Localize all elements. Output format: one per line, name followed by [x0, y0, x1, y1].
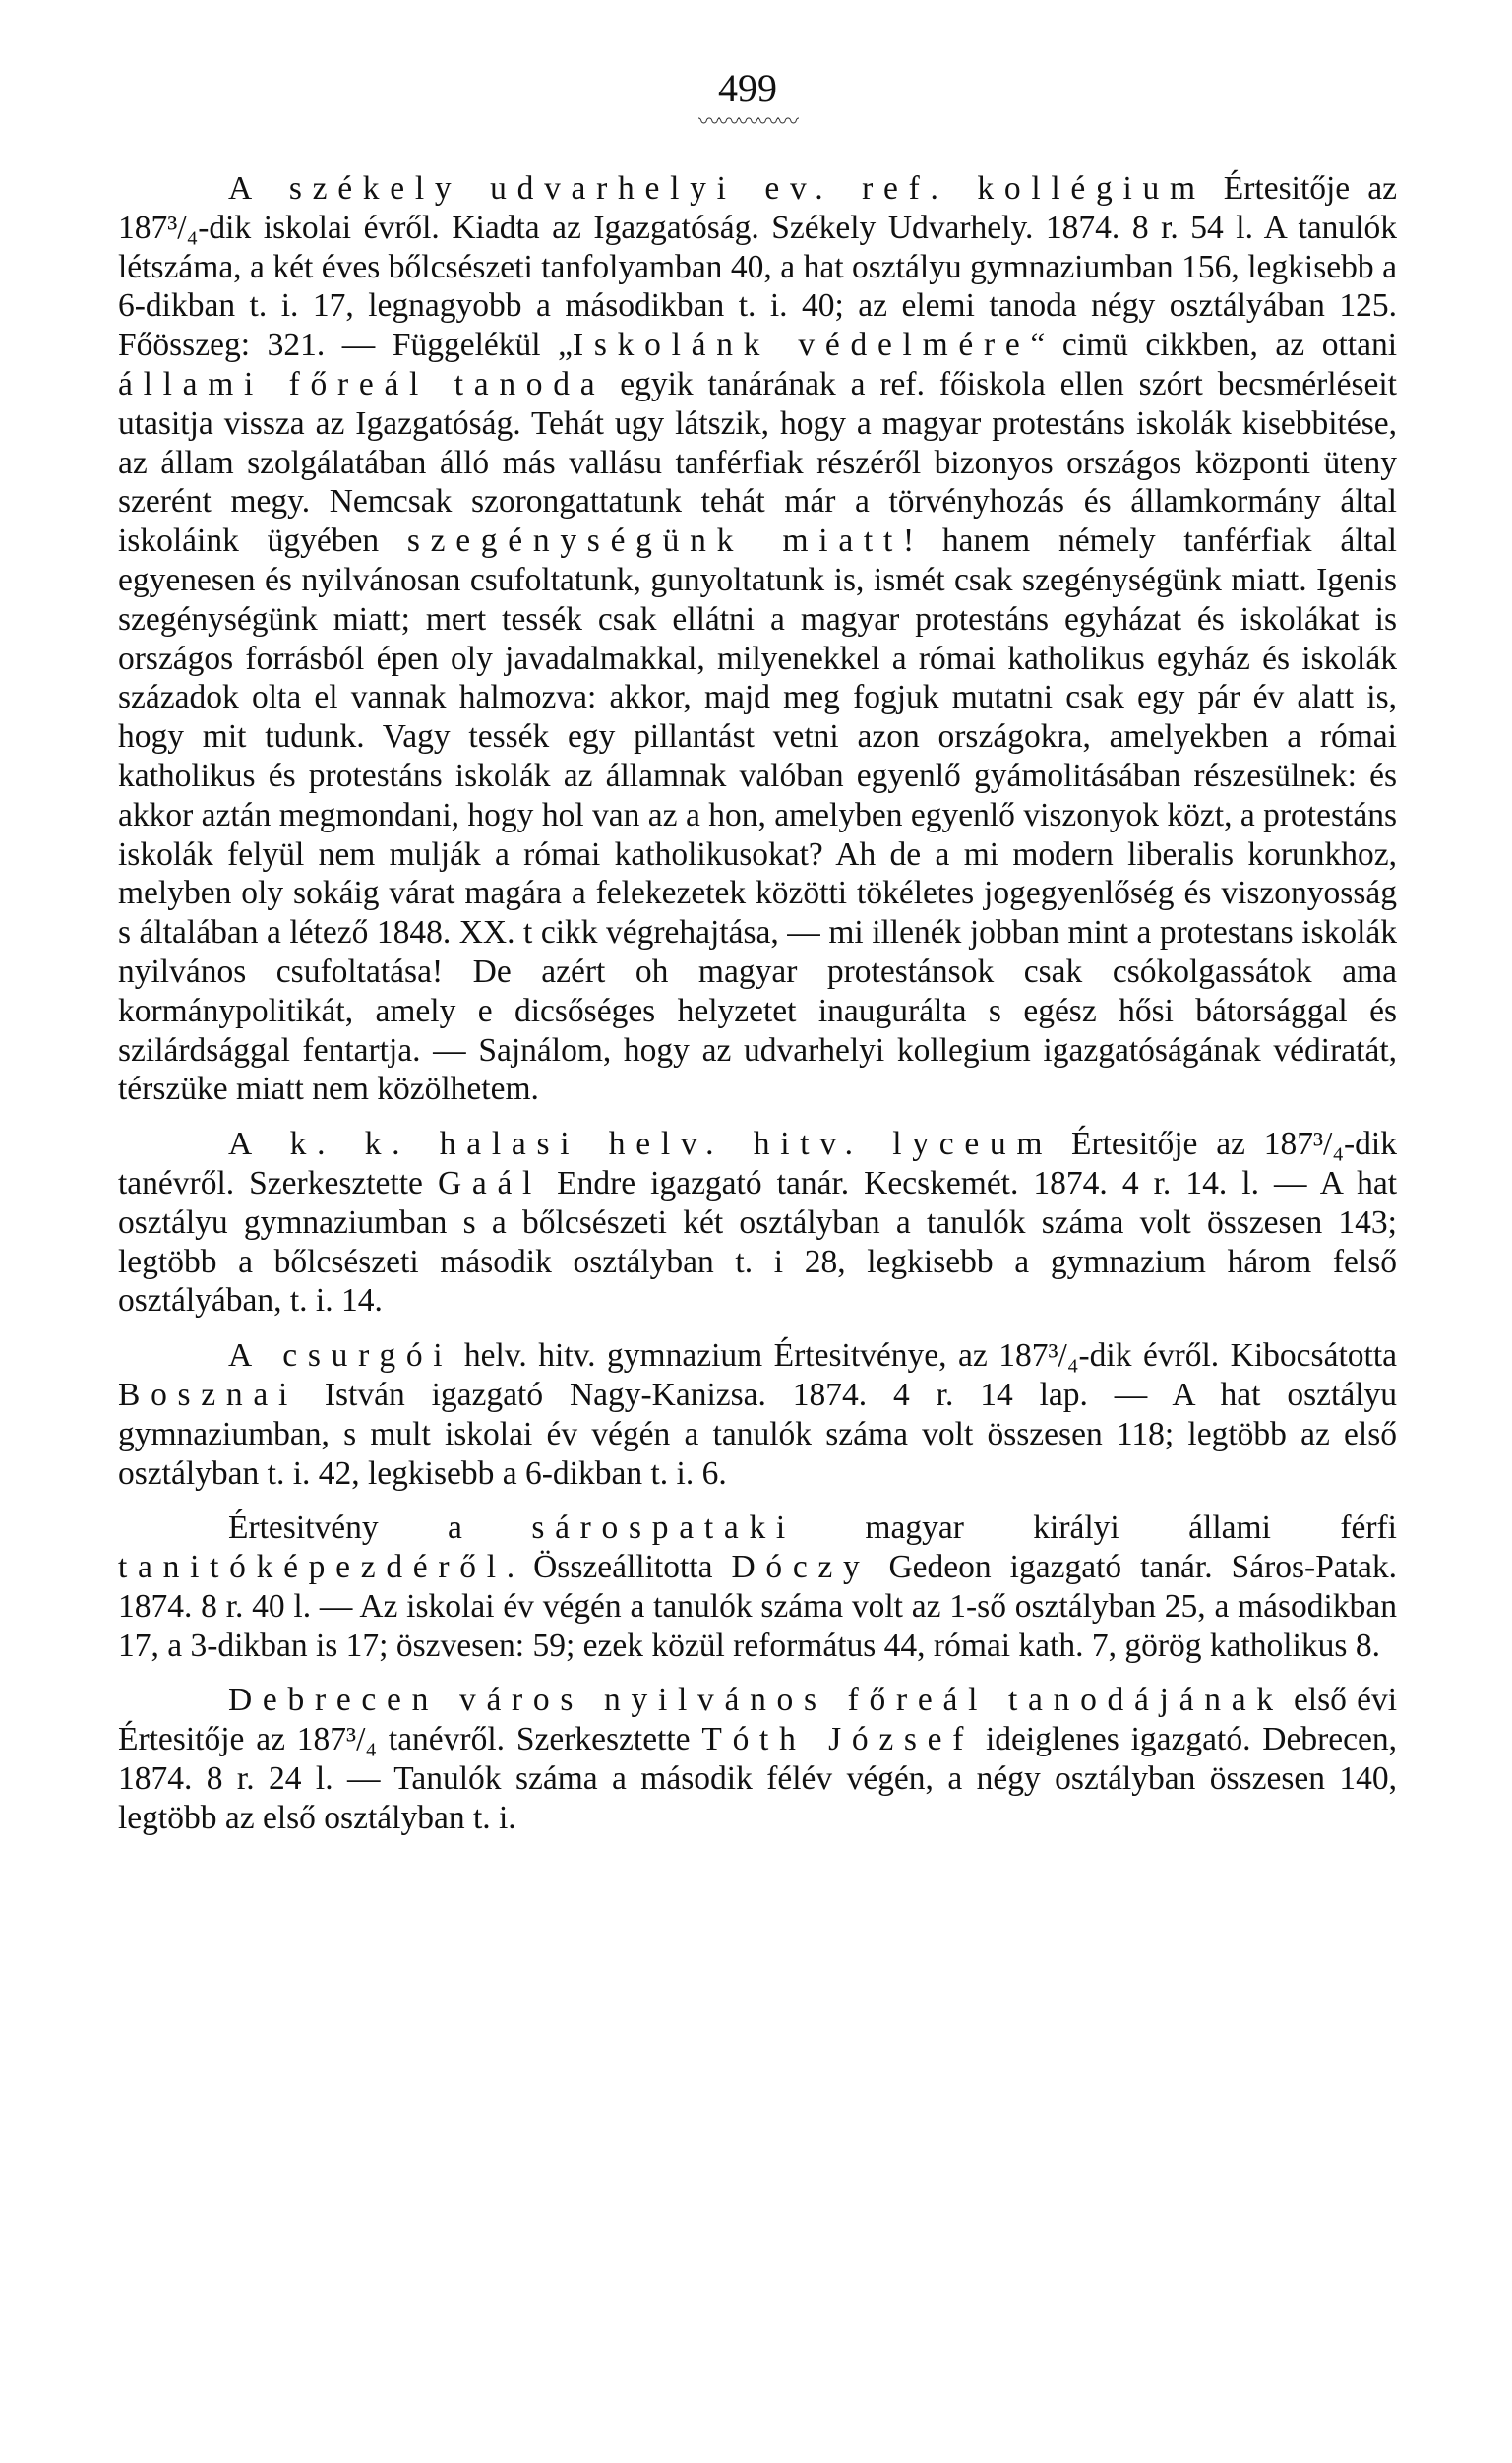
text-run: egyik tanárának a ref. főiskola ellen szórt becsmérléseit utasitja vissza az Igazgatóság. Tehát ugy látszik, hogy a magyar protestáns iskolák kisebbitése, az állam szolgálatában álló más vallásu tanférfiak részéről bizonyos országos központi üteny szerént megy. Nemcsak szorongattatunk tehát már a törvényhozás és államkormány által iskoláink ügyében	[118, 365, 1397, 560]
text-run: . Összeállitotta	[506, 1549, 732, 1586]
text-run: ideiglenes igazgató. Debrecen, 1874. 8 r. 24 l. — Tanulók száma a második félév végén, a négy osztályban összesen 140, legtöbb az első osztályban t. i.	[118, 1721, 1397, 1836]
spaced-name: Iskolánk védelmére	[573, 327, 1031, 364]
text-run: Gedeon igazgató tanár. Sáros-Patak. 1874. 8 r. 40 l. — Az iskolai év végén a tanulók száma volt az 1-ső osztályban 25, a másodikban 17, a 3-dikban is 17; öszvesen: 59; ezek közül református 44, római kath. 7, görög katholikus 8.	[118, 1549, 1397, 1664]
entry-csurgo	[118, 1336, 1397, 1493]
page-number: 499	[718, 66, 777, 110]
text-run: helv. hitv. gymnazium Értesitvénye, az 187³/₄-dik évről. Kibocsátotta	[453, 1337, 1397, 1375]
text-run: Értesitvény a	[228, 1509, 532, 1547]
text-run: magyar királyi állami férfi	[795, 1509, 1397, 1547]
spaced-name: Tóth József	[701, 1721, 975, 1758]
entry-udvarhely	[118, 169, 1397, 1109]
spaced-name: sárospataki	[531, 1509, 796, 1547]
text-run: első évi Értesitője az 187³/₄ tanévről. Szerkesztette	[118, 1682, 1398, 1758]
spaced-name: Dóczy	[731, 1549, 871, 1586]
text-run: “ cimü cikkben, az ottani	[1030, 327, 1398, 364]
text-run: Endre igazgató tanár. Kecskemét. 1874. 4 r. 14. l. — A hat osztályu gymnaziumban s a bőlcsészeti két osztályban a tanulók száma volt összesen 143; legtöbb a bőlcsészeti második osztályban t. i 28, legkisebb a gymnazium három felső osztályában, t. i. 14.	[118, 1164, 1398, 1320]
ornament-divider: 〰〰〰〰〰	[697, 109, 797, 134]
entry-sarospatak	[118, 1509, 1397, 1665]
entry-halas	[118, 1125, 1397, 1321]
spaced-name: Debrecen város nyilvános főreál tanodájának	[228, 1682, 1284, 1719]
spaced-name: Gaál	[437, 1164, 543, 1201]
spaced-name: Bosznai	[118, 1376, 298, 1413]
text-run: Értesitője az 187³/₄-dik tanévről. Szerkesztette	[118, 1126, 1397, 1201]
spaced-name: A székely udvarhelyi ev. ref. kollégium	[228, 170, 1206, 207]
text-run: István igazgató Nagy-Kanizsa. 1874. 4 r. 14 lap. — A hat osztályu gymnaziumban, s mult iskolai év végén a tanulók száma volt összesen 118; legtöbb az első osztályban t. i. 42, legkisebb a 6-dikban t. i. 6.	[118, 1376, 1397, 1492]
spaced-name: szegénységünk miatt	[406, 523, 903, 560]
text-run: Értesitője az 187³/₄-dik iskolai évről. Kiadta az Igazgatóság. Székely Udvarhely. 1874. 8 r. 54 l. A tanulók létszáma, a két éves bőlcsészeti tanfolyamban 40, a hat osztályu gymnaziumban 156, legkisebb a 6-dikban t. i. 17, legnagyobb a másodikban t. i. 40; az elemi tanoda négy osztályában 125. Főösszeg: 321. — Függelékül „	[118, 170, 1397, 364]
text-run: ! hanem némely tanférfiak által egyenesen és nyilvánosan csufoltatunk, gunyoltatunk is, ismét csak szegénységünk miatt. Igenis szegénységünk miatt; mert tessék csak ellátni a magyar protestáns egyházat és iskolákat is országos forrásból épen oly javadalmakkal, milyenekkel a római katholikus egyház és iskolák századok olta el vannak halmozva: akkor, majd meg fogjuk mutatni csak egy pár év alatt is, hogy mit tudunk. Vagy tessék egy pillantást vetni azon országokra, amelyekben a római katholikus és protestáns iskolák az államnak valóban egyenlő gyámolitásában részesülnek: és akkor aztán megmondani, hogy hol van az a hon, amelyben egyenlő viszonyok közt, a protestáns iskolák felyül nem mulják a római katholikusokat? Ah de a mi modern liberalis korunkhoz, melyben oly sokáig várat magára a felekezetek közötti tökéletes jogegyenlőség és viszonyosság s általában a létező 1848. XX. t cikk végrehajtása, — mi illenék jobban mint a protestans iskolák nyilvános csufoltatása! De azért oh magyar protestánsok csak csókolgassátok ama kormánypolitikát, amely e dicsőséges helyzetet inaugurálta s egész hősi bátorsággal és szilárdsággal fentartja. — Sajnálom, hogy az udvarhelyi kollegium igazgatóságának védiratát, térszüke miatt nem közölhetem.	[118, 523, 1397, 1108]
spaced-name: tanitóképezdéről	[118, 1549, 507, 1586]
spaced-name: A k. k. halasi helv. hitv. lyceum	[228, 1126, 1054, 1163]
entry-debrecen	[118, 1681, 1397, 1837]
document-page	[118, 65, 1397, 1854]
spaced-name: A csurgói	[228, 1337, 454, 1375]
spaced-name: állami főreál tanoda	[118, 365, 606, 402]
